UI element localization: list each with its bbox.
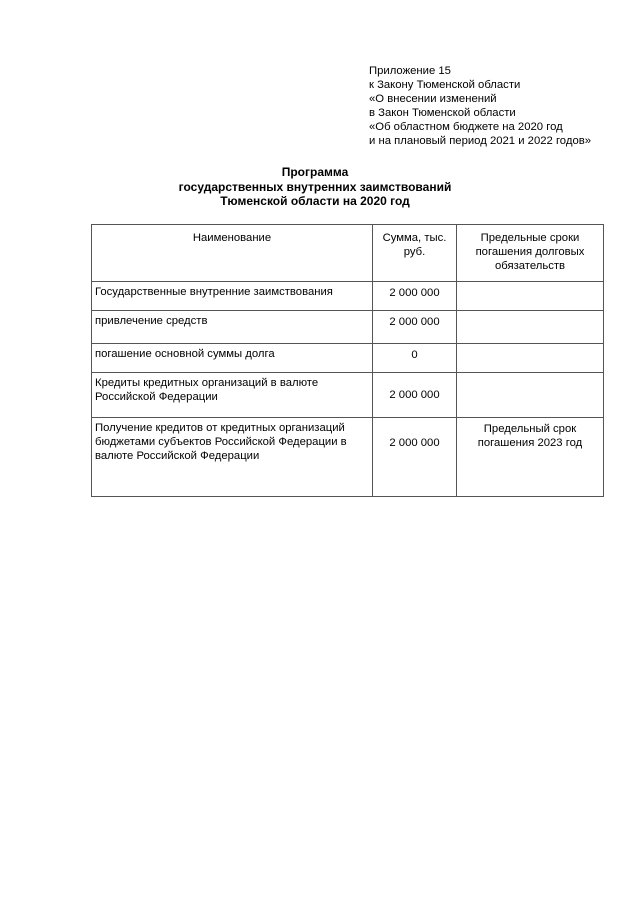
row-terms [457, 282, 604, 311]
row-amount: 2 000 000 [373, 373, 457, 418]
title-line: Тюменской области на 2020 год [220, 194, 410, 208]
row-name: привлечение средств [92, 311, 373, 344]
annex-line: «О внесении изменений [369, 93, 497, 105]
row-amount: 0 [373, 344, 457, 373]
row-terms: Предельный срок погашения 2023 год [457, 418, 604, 497]
row-amount: 2 000 000 [373, 282, 457, 311]
header-amount: Сумма, тыс. руб. [373, 225, 457, 282]
header-terms: Предельные сроки погашения долговых обязательств [457, 225, 604, 282]
annex-line: и на плановый период 2021 и 2022 годов» [369, 135, 592, 147]
title-line: Программа [281, 165, 349, 179]
annex-line: «Об областном бюджете на 2020 год [369, 121, 563, 133]
annex-line: к Закону Тюменской области [369, 79, 521, 91]
row-amount: 2 000 000 [373, 311, 457, 344]
row-name: Государственные внутренние заимствования [92, 282, 373, 311]
title-line: государственных внутренних заимствований [178, 179, 452, 194]
table-row [92, 311, 604, 344]
row-name: погашение основной суммы долга [92, 344, 373, 373]
annex-line: Приложение 15 [369, 65, 451, 77]
document-title [0, 165, 640, 209]
row-name: Получение кредитов от кредитных организаций бюджетами субъектов Российской Федерации в валюте Российской Федерации [92, 418, 373, 497]
row-terms [457, 311, 604, 344]
table-header-row [92, 225, 604, 282]
table-row [92, 344, 604, 373]
row-amount: 2 000 000 [373, 418, 457, 497]
table-row [92, 418, 604, 497]
header-name: Наименование [92, 225, 373, 282]
borrowing-program-table [91, 224, 604, 497]
annex-header [369, 64, 591, 148]
table-row [92, 282, 604, 311]
row-name: Кредиты кредитных организаций в валюте Российской Федерации [92, 373, 373, 418]
table-row [92, 373, 604, 418]
row-terms [457, 344, 604, 373]
row-terms [457, 373, 604, 418]
annex-line: в Закон Тюменской области [369, 107, 516, 119]
